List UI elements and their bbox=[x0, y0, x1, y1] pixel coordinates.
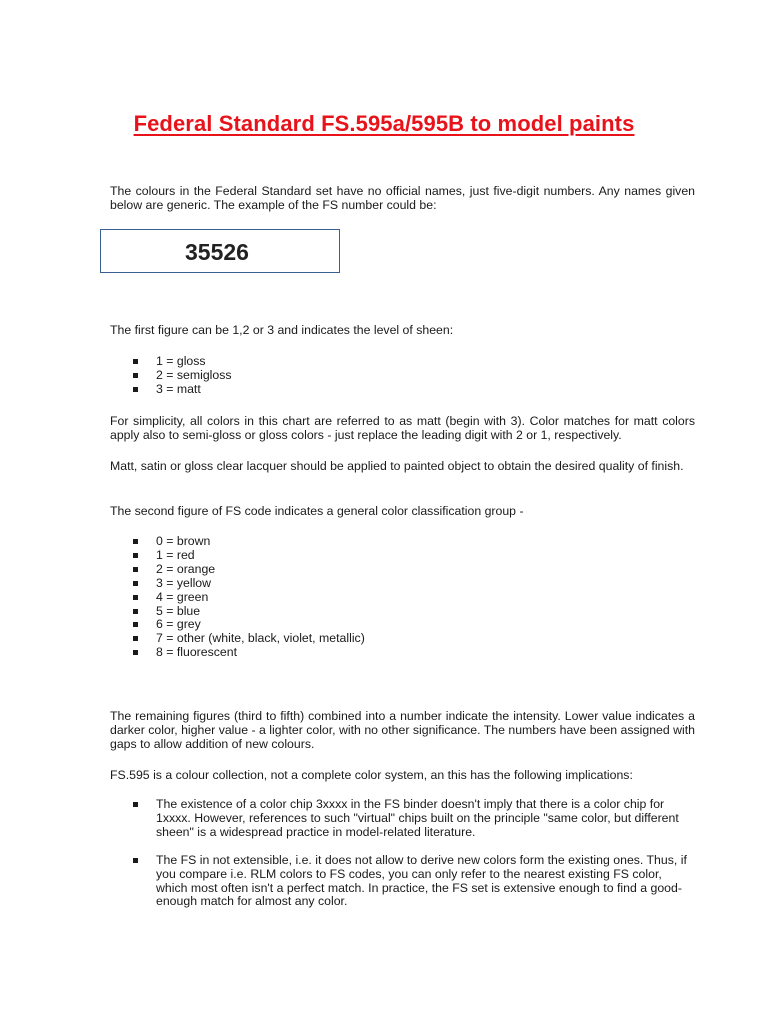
list-item bbox=[133, 549, 365, 563]
square-bullet-icon bbox=[133, 373, 138, 378]
list-item-text: 3 = matt bbox=[156, 381, 201, 396]
list-item bbox=[133, 854, 695, 910]
list-item-text: 0 = brown bbox=[156, 534, 211, 548]
remaining-figures-paragraph: The remaining figures (third to fifth) combined into a number indicate the intensity. Lower value indicates a darker color, higher value - a lighter color, with no other significance. The numbers have been assigned with gaps to allow addition of new colours. bbox=[110, 709, 695, 751]
list-item-text: 2 = semigloss bbox=[156, 367, 232, 382]
implications-list bbox=[133, 798, 695, 923]
list-item-text: 2 = orange bbox=[156, 561, 216, 576]
list-item bbox=[133, 618, 365, 632]
intro-paragraph: The colours in the Federal Standard set have no official names, just five-digit numbers. Any names given below are generic. The example of the FS number could be: bbox=[110, 184, 695, 212]
list-item-text: 3 = yellow bbox=[156, 575, 212, 590]
square-bullet-icon bbox=[133, 387, 138, 392]
sheen-intro-paragraph: The first figure can be 1,2 or 3 and indicates the level of sheen: bbox=[110, 323, 454, 337]
list-item-text: 1 = gloss bbox=[156, 354, 206, 368]
square-bullet-icon bbox=[133, 595, 138, 600]
list-item bbox=[133, 646, 365, 660]
square-bullet-icon bbox=[133, 581, 138, 586]
list-item-text: The FS in not extensible, i.e. it does not allow to derive new colors form the existing ones. Thus, if you compare i.e. RLM colors to FS codes, you can only refer to the nearest existing FS color, which most often isn't a perfect match. In practice, the FS set is extensive enough to find a good-enough match for almost any color. bbox=[156, 852, 687, 909]
simplicity-paragraph: For simplicity, all colors in this chart are referred to as matt (begin with 3). Color matches for matt colors apply also to semi-gloss or gloss colors - just replace the leading digit with 2 or 1, respectively. bbox=[110, 414, 695, 442]
list-item bbox=[133, 577, 365, 591]
square-bullet-icon bbox=[133, 636, 138, 641]
square-bullet-icon bbox=[133, 650, 138, 655]
list-item bbox=[133, 591, 365, 605]
square-bullet-icon bbox=[133, 567, 138, 572]
list-item bbox=[133, 535, 365, 549]
list-item-text: 8 = fluorescent bbox=[156, 645, 238, 660]
square-bullet-icon bbox=[133, 609, 138, 614]
list-item-text: The existence of a color chip 3xxxx in the FS binder doesn't imply that there is a color chip for 1xxxx. However, references to such "virtual" chips built on the principle "same color, but different sheen" is a widespread practice in model-related literature. bbox=[156, 797, 679, 839]
list-item-text: 4 = green bbox=[156, 589, 209, 604]
square-bullet-icon bbox=[133, 802, 138, 807]
list-item-text: 7 = other (white, black, violet, metallic) bbox=[156, 631, 365, 646]
list-item-text: 1 = red bbox=[156, 547, 195, 562]
implications-intro-paragraph: FS.595 is a colour collection, not a complete color system, an this has the following implications: bbox=[110, 768, 633, 782]
fs-example-number: 35526 bbox=[185, 239, 249, 265]
page-title: Federal Standard FS.595a/595B to model paints bbox=[133, 111, 635, 136]
list-item bbox=[133, 605, 365, 619]
list-item bbox=[133, 355, 232, 369]
list-item bbox=[133, 369, 232, 383]
color-group-list bbox=[133, 535, 365, 660]
sheen-list bbox=[133, 355, 232, 397]
square-bullet-icon bbox=[133, 553, 138, 558]
square-bullet-icon bbox=[133, 539, 138, 544]
list-item bbox=[133, 563, 365, 577]
lacquer-paragraph: Matt, satin or gloss clear lacquer should be applied to painted object to obtain the desired quality of finish. bbox=[110, 459, 684, 473]
list-item bbox=[133, 632, 365, 646]
group-intro-paragraph: The second figure of FS code indicates a general color classification group - bbox=[110, 504, 524, 518]
list-item bbox=[133, 798, 695, 840]
list-item bbox=[133, 383, 232, 397]
fs-number-example-box bbox=[100, 229, 340, 273]
square-bullet-icon bbox=[133, 622, 138, 627]
list-item-text: 5 = blue bbox=[156, 603, 201, 618]
square-bullet-icon bbox=[133, 359, 138, 364]
list-item-text: 6 = grey bbox=[156, 617, 201, 632]
square-bullet-icon bbox=[133, 858, 138, 863]
